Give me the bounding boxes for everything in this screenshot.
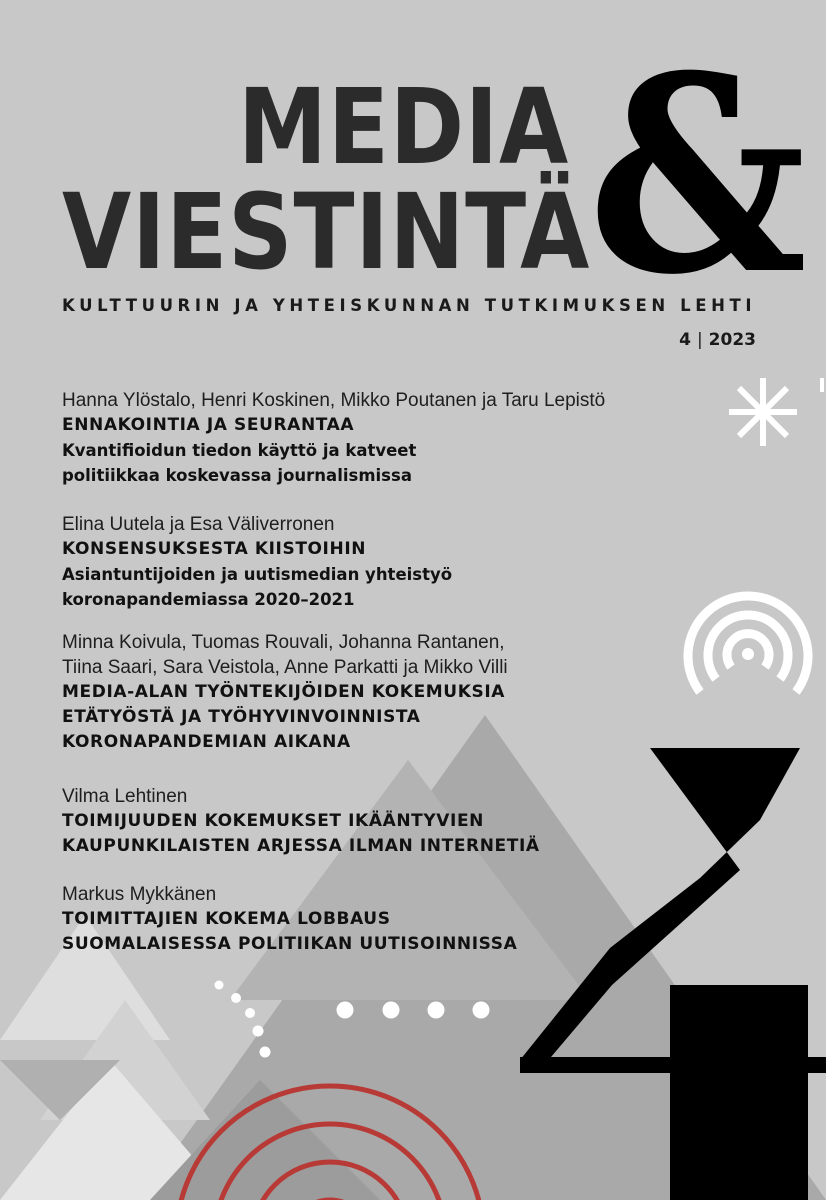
article-authors: Vilma Lehtinen bbox=[62, 786, 188, 807]
issue-separator: | bbox=[696, 330, 703, 350]
asterisk-icon bbox=[729, 378, 797, 446]
article-authors: Minna Koivula, Tuomas Rouvali, Johanna Rantanen, bbox=[62, 632, 505, 653]
article-headline: KONSENSUKSESTA KIISTOIHIN bbox=[62, 539, 367, 559]
article-authors: Elina Uutela ja Esa Väliverronen bbox=[62, 514, 335, 535]
masthead-ampersand: & bbox=[588, 16, 808, 334]
article-subhead: koronapandemiassa 2020–2021 bbox=[62, 590, 355, 609]
masthead-subtitle: KULTTUURIN JA YHTEISKUNNAN TUTKIMUKSEN LEHTI bbox=[62, 296, 757, 315]
masthead-title-line2: VIESTINTÄ bbox=[62, 171, 591, 293]
article-headline: ETÄTYÖSTÄ JA TYÖHYVINVOINNISTA bbox=[62, 707, 421, 727]
article-headline: MEDIA-ALAN TYÖNTEKIJÖIDEN KOKEMUKSIA bbox=[62, 682, 505, 702]
article-subhead: Kvantifioidun tiedon käyttö ja katveet bbox=[62, 441, 417, 460]
issue-label bbox=[679, 330, 756, 350]
article-headline: SUOMALAISESSA POLITIIKAN UUTISOINNISSA bbox=[62, 934, 518, 954]
masthead-title-line1: MEDIA bbox=[238, 66, 570, 188]
article-3 bbox=[62, 630, 622, 755]
article-headline: ENNAKOINTIA JA SEURANTAA bbox=[62, 415, 355, 435]
article-subhead: politiikkaa koskevassa journalismissa bbox=[62, 466, 412, 485]
article-authors: Hanna Ylöstalo, Henri Koskinen, Mikko Poutanen ja Taru Lepistö bbox=[62, 390, 606, 411]
article-2 bbox=[62, 512, 622, 612]
article-authors: Markus Mykkänen bbox=[62, 884, 217, 905]
article-5 bbox=[62, 882, 662, 957]
signal-arcs-icon bbox=[688, 596, 808, 692]
article-authors: Tiina Saari, Sara Veistola, Anne Parkatti ja Mikko Villi bbox=[62, 657, 508, 678]
article-headline: KORONAPANDEMIAN AIKANA bbox=[62, 732, 351, 752]
article-headline: KAUPUNKILAISTEN ARJESSA ILMAN INTERNETIÄ bbox=[62, 836, 540, 856]
article-headline: TOIMIJUUDEN KOKEMUKSET IKÄÄNTYVIEN bbox=[62, 811, 484, 831]
article-1 bbox=[62, 388, 622, 488]
article-subhead: Asiantuntijoiden ja uutismedian yhteistyö bbox=[62, 565, 453, 584]
issue-number: 4 bbox=[679, 330, 691, 350]
issue-year: 2023 bbox=[708, 330, 756, 350]
article-headline: TOIMITTAJIEN KOKEMA LOBBAUS bbox=[62, 909, 391, 929]
article-4 bbox=[62, 784, 662, 859]
